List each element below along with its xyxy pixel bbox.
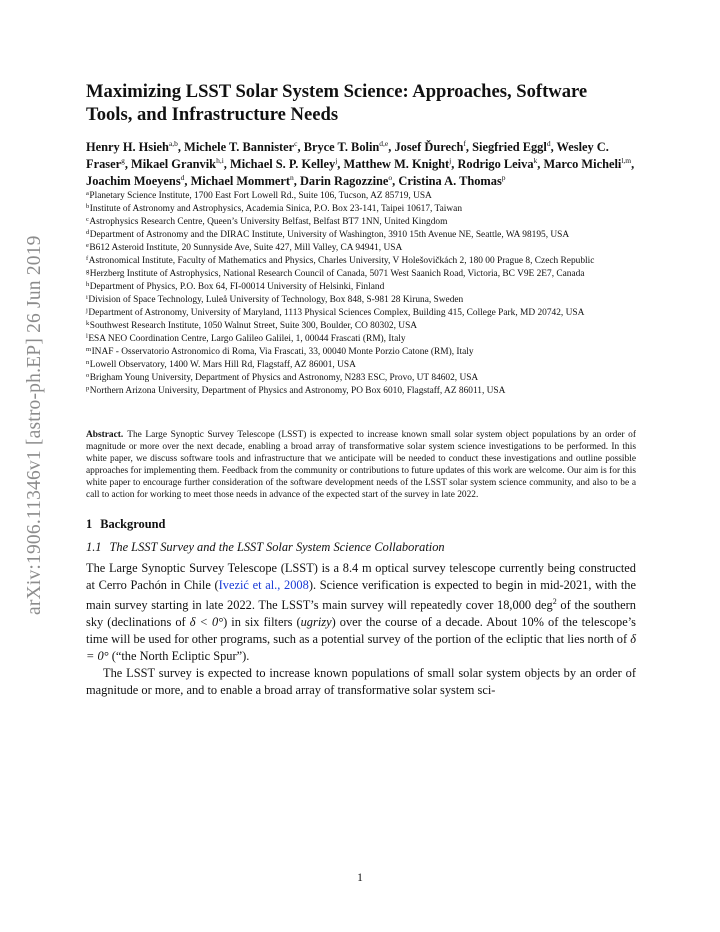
affiliation xyxy=(86,359,636,371)
affiliation-key: i xyxy=(86,294,88,302)
author-list: Henry H. Hsieh$^{a,b}$, Michele T. Bannister$^c$, Bryce T. Bolin$^{d,e}$, Josef Ďurech$^f$, Siegfried Eggl$^d$, Wesley C. Fraser$^g$, Mikael Granvik$^{h,i}$, Michael S. P. Kelley$^j$, Matthew M. Knight$^j$, Rodrigo Leiva$^k$, Marco Micheli$^{l,m}$, Joachim Moeyens$^d$, Michael Mommert$^n$, Darin Ragozzine$^o$, Cristina A. Thomas$^p$ xyxy=(86,139,635,188)
affiliation-text: B612 Asteroid Institute, 20 Sunnyside Ave, Suite 427, Mill Valley, CA 94941, USA xyxy=(89,243,403,254)
author-affiliation-marker: a,b xyxy=(168,139,178,148)
section-number: 1 xyxy=(86,517,93,532)
subsection-title: The LSST Survey and the LSST Solar System Science Collaboration xyxy=(109,540,445,555)
author-name: Michele T. Bannister xyxy=(184,140,295,154)
affiliation-text: Brigham Young University, Department of Physics and Astronomy, N283 ESC, Provo, UT 84602, USA xyxy=(89,373,479,384)
affiliation-key: e xyxy=(86,242,89,250)
paragraph: The LSST survey is expected to increase known populations of small solar system objects by an order of magnitude or more, and to enable a broad array of transformative solar system sci- xyxy=(86,665,636,697)
text-run: (“the North Ecliptic Spur”). xyxy=(108,649,250,664)
affiliation xyxy=(86,385,636,397)
citation-link[interactable]: Ivezić et al., 2008 xyxy=(218,578,309,593)
text-run: ) in six filters ( xyxy=(223,615,301,630)
affiliation-key: a xyxy=(86,190,89,198)
paper-page xyxy=(86,80,636,699)
affiliation-text: Southwest Research Institute, 1050 Walnut Street, Suite 300, Boulder, CO 80302, USA xyxy=(89,321,418,332)
abstract xyxy=(86,429,636,501)
affiliation-key: f xyxy=(86,255,89,263)
affiliation xyxy=(86,190,636,202)
affiliation xyxy=(86,372,636,384)
affiliation-list xyxy=(86,190,636,397)
body-text xyxy=(86,560,636,698)
affiliation-text: Institute of Astronomy and Astrophysics, Academia Sinica, P.O. Box 23-141, Taipei 10617, Taiwan xyxy=(89,204,463,215)
author-affiliation-marker: o xyxy=(388,172,393,182)
affiliation-key: h xyxy=(86,281,90,289)
author-name: Wesley C. Fraser xyxy=(86,140,609,171)
author-affiliation-marker: f xyxy=(463,139,466,148)
author-name: Henry H. Hsieh xyxy=(86,140,169,154)
author-affiliation-marker: g xyxy=(121,155,125,165)
affiliation-text: Department of Astronomy and the DIRAC Institute, University of Washington, 3910 15th Avenue NE, Seattle, WA 98195, USA xyxy=(89,230,570,241)
author-name: Joachim Moeyens xyxy=(86,173,181,188)
affiliation xyxy=(86,346,636,358)
affiliation-key: m xyxy=(86,346,92,354)
affiliation xyxy=(86,203,636,215)
author-name: Marco Micheli xyxy=(543,156,622,171)
affiliation-key: n xyxy=(86,359,90,367)
math-inline: ugrizy xyxy=(300,615,332,630)
superscript: 2 xyxy=(552,597,557,607)
affiliation-text: Department of Astronomy, University of Maryland, 1113 Physical Sciences Complex, Building 415, College Park, MD 20742, USA xyxy=(88,308,585,319)
author-affiliation-marker: h,i xyxy=(216,155,224,165)
paragraph xyxy=(86,560,636,665)
abstract-text: The Large Synoptic Survey Telescope (LSST) is expected to increase known small solar system object populations by an order of magnitude or more over the next decade, enabling a broad array of transformative solar system science investigations to be performed. In this white paper, we discuss software tools and infrastructure that we anticipate will be needed to conduct these investigations and outline possible approaches for implementing them. Feedback from the community or contributions to future updates of this work are welcome. Our aim is for this white paper to encourage further consideration of the software development needs of the LSST solar system science community, and also to be a call to action for working to meet those needs in advance of the expected start of the survey in late 2022. xyxy=(86,430,636,501)
text-run: The Large Synoptic Survey Telescope (LSST) is a 8.4 m optical survey telescope currently being constructed at Cerro Pachón in Chile ( xyxy=(86,561,636,593)
affiliation-text: Herzberg Institute of Astrophysics, National Research Council of Canada, 5071 West Saanich Road, Victoria, BC V9E 2E7, Canada xyxy=(89,269,585,280)
author-affiliation-marker: l,m xyxy=(621,155,632,165)
affiliation-key: l xyxy=(86,333,88,341)
author-affiliation-marker: d xyxy=(546,139,551,148)
author-affiliation-marker: j xyxy=(335,155,338,165)
author-name: Rodrigo Leiva xyxy=(457,156,534,171)
arxiv-identifier-stamp: arXiv:1906.11346v1 [astro-ph.EP] 26 Jun 2019 xyxy=(24,235,45,615)
affiliation-key: g xyxy=(86,268,90,276)
affiliation xyxy=(86,333,636,345)
author-affiliation-marker: c xyxy=(294,139,298,148)
author-name: Michael S. P. Kelley xyxy=(230,156,336,171)
abstract-label: Abstract. xyxy=(86,430,124,441)
subsection-heading xyxy=(86,539,636,555)
affiliation-text: INAF - Osservatorio Astronomico di Roma, Via Frascati, 33, 00040 Monte Porzio Catone (RM), Italy xyxy=(91,347,474,358)
text-run: of the southern sky (declinations of xyxy=(86,598,636,630)
section-heading xyxy=(86,516,636,532)
author-affiliation-marker: j xyxy=(449,155,452,165)
affiliation xyxy=(86,268,636,280)
author-affiliation-marker: k xyxy=(533,155,538,165)
affiliation xyxy=(86,307,636,319)
affiliation-key: c xyxy=(86,216,89,224)
math-inline: δ < 0° xyxy=(189,615,224,630)
paper-title: Maximizing LSST Solar System Science: Approaches, Software Tools, and Infrastructure Needs xyxy=(86,81,588,125)
text-run: ). Science verification is expected to begin in mid-2021, with the main survey starting in late 2022. The LSST’s main survey will repeatedly cover 18,000 deg xyxy=(86,578,636,613)
affiliation-text: Lowell Observatory, 1400 W. Mars Hill Rd, Flagstaff, AZ 86001, USA xyxy=(89,360,356,371)
page-number: 1 xyxy=(357,872,363,884)
affiliation-key: p xyxy=(86,385,90,393)
author-name: Michael Mommert xyxy=(190,173,291,188)
author-affiliation-marker: p xyxy=(501,172,506,182)
author-affiliation-marker: d,e xyxy=(379,139,389,148)
affiliation xyxy=(86,294,636,306)
affiliation-text: Department of Physics, P.O. Box 64, FI-00014 University of Helsinki, Finland xyxy=(89,282,385,293)
affiliation xyxy=(86,320,636,332)
affiliation-key: k xyxy=(86,320,90,328)
affiliation-key: b xyxy=(86,203,90,211)
affiliation-text: Northern Arizona University, Department of Physics and Astronomy, PO Box 6010, Flagstaff, AZ 86011, USA xyxy=(89,386,506,397)
affiliation xyxy=(86,229,636,241)
author-name: Bryce T. Bolin xyxy=(303,140,380,154)
affiliation-text: Division of Space Technology, Luleå University of Technology, Box 848, S-981 28 Kiruna, Sweden xyxy=(88,295,464,306)
author-name: Siegfried Eggl xyxy=(472,140,547,154)
author-name: Cristina A. Thomas xyxy=(398,173,502,188)
text-run: ) over the course of a decade. About 10% of the telescope’s time will be used for other programs, such as a potential survey of the portion of the ecliptic that lies north of xyxy=(86,615,636,647)
math-inline: δ = 0° xyxy=(86,632,636,664)
author-name: Mikael Granvik xyxy=(131,156,217,171)
affiliation xyxy=(86,242,636,254)
subsection-number: 1.1 xyxy=(86,540,102,555)
affiliation-key: j xyxy=(86,307,88,315)
section-title: Background xyxy=(100,517,166,532)
author-affiliation-marker: n xyxy=(290,172,294,182)
affiliation-text: Astrophysics Research Centre, Queen’s University Belfast, Belfast BT7 1NN, United Kingdom xyxy=(89,217,448,228)
affiliation-text: Planetary Science Institute, 1700 East Fort Lowell Rd., Suite 106, Tucson, AZ 85719, USA xyxy=(89,191,432,202)
affiliation-key: o xyxy=(86,372,90,380)
affiliation xyxy=(86,216,636,228)
author-affiliation-marker: d xyxy=(180,172,185,182)
affiliation-text: Astronomical Institute, Faculty of Mathematics and Physics, Charles University, V Holešovičkách 2, 180 00 Prague 8, Czech Republic xyxy=(88,256,595,267)
author-name: Darin Ragozzine xyxy=(299,173,389,188)
affiliation xyxy=(86,281,636,293)
author-name: Matthew M. Knight xyxy=(343,156,450,171)
author-name: Josef Ďurech xyxy=(394,140,464,154)
affiliation-key: d xyxy=(86,229,90,237)
affiliation xyxy=(86,255,636,267)
affiliation-text: ESA NEO Coordination Centre, Largo Galileo Galilei, 1, 00044 Frascati (RM), Italy xyxy=(88,334,406,345)
